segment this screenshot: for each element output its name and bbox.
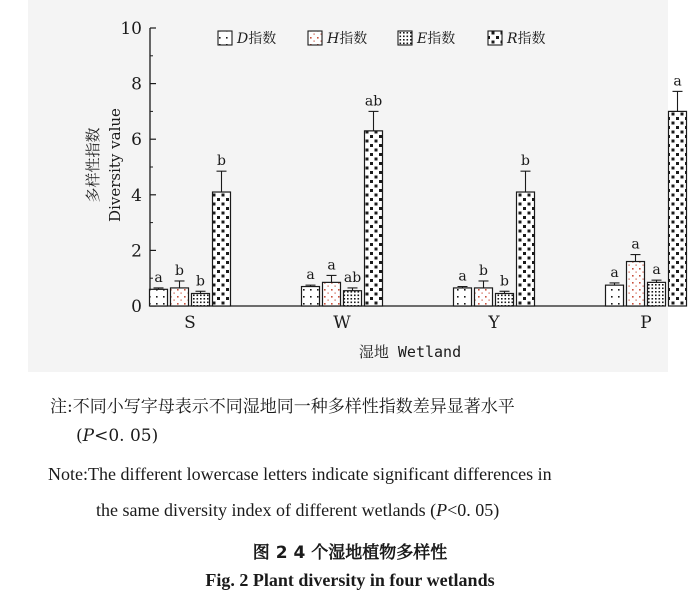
figure-caption-en: Fig. 2 Plant diversity in four wetlands bbox=[205, 570, 495, 590]
bar bbox=[517, 192, 535, 306]
y-tick-label: 8 bbox=[131, 74, 142, 95]
legend-label bbox=[506, 30, 546, 47]
y-tick-label: 0 bbox=[131, 297, 142, 317]
significance-letter: a bbox=[610, 264, 619, 281]
y-tick-label: 10 bbox=[120, 19, 142, 39]
legend-label-suffix: 指数 bbox=[427, 31, 456, 47]
legend-swatch bbox=[488, 31, 502, 45]
bar bbox=[365, 131, 383, 306]
note-en-text: the same diversity index of different wetlands ( bbox=[96, 500, 437, 520]
y-tick-label: 4 bbox=[131, 185, 142, 206]
bar bbox=[171, 288, 189, 306]
significance-letter: b bbox=[500, 273, 509, 290]
bar bbox=[627, 262, 645, 306]
legend-label bbox=[326, 30, 367, 47]
y-axis-label-zh: 多样性指数 bbox=[84, 127, 102, 203]
bar bbox=[454, 288, 472, 306]
significance-letter: b bbox=[196, 273, 205, 290]
significance-letter: b bbox=[175, 262, 184, 279]
legend-swatch bbox=[308, 31, 322, 45]
significance-letter: b bbox=[217, 153, 226, 170]
bar bbox=[150, 289, 168, 306]
y-tick-label: 2 bbox=[131, 241, 142, 262]
note-en-p: P bbox=[436, 500, 448, 520]
x-axis-label: 湿地 Wetland bbox=[358, 343, 462, 361]
significance-letter: a bbox=[673, 73, 682, 90]
note-zh-p: P bbox=[82, 426, 95, 446]
x-tick-label: W bbox=[333, 313, 351, 333]
y-tick-label: 6 bbox=[131, 130, 142, 151]
chart-panel bbox=[28, 0, 682, 372]
bar bbox=[648, 282, 666, 306]
significance-letter: a bbox=[458, 268, 467, 285]
note-zh-line2 bbox=[76, 426, 158, 446]
legend-swatch bbox=[398, 31, 412, 45]
legend-label-suffix: 指数 bbox=[517, 31, 546, 47]
significance-letter: a bbox=[652, 262, 661, 279]
note-zh-threshold: <0. 05) bbox=[94, 426, 159, 446]
significance-letter: a bbox=[327, 257, 336, 274]
legend-swatch bbox=[218, 31, 232, 45]
bar bbox=[344, 291, 362, 306]
note-en-threshold: <0. 05) bbox=[447, 500, 500, 520]
bar bbox=[496, 293, 514, 306]
significance-letter: b bbox=[521, 153, 530, 170]
x-tick-label: S bbox=[184, 313, 196, 333]
significance-letter: b bbox=[479, 262, 488, 279]
bar bbox=[302, 287, 320, 306]
legend-label-letter: R bbox=[507, 31, 518, 47]
legend-label bbox=[236, 30, 276, 47]
significance-letter: a bbox=[306, 267, 315, 284]
bar bbox=[213, 192, 231, 306]
bar bbox=[323, 282, 341, 306]
significance-letter: a bbox=[631, 236, 640, 253]
legend-label-suffix: 指数 bbox=[339, 31, 368, 47]
legend-label-suffix: 指数 bbox=[248, 31, 277, 47]
legend-label-letter: E bbox=[417, 31, 428, 47]
x-tick-label: Y bbox=[488, 313, 500, 333]
x-tick-label: P bbox=[640, 313, 652, 333]
significance-letter: ab bbox=[343, 269, 362, 286]
note-en-line1: Note:The different lowercase letters indicate significant differences in bbox=[48, 464, 552, 484]
note-zh-paren-open: ( bbox=[76, 426, 83, 446]
bar bbox=[192, 293, 210, 306]
figure-caption-zh: 图 2 4 个湿地植物多样性 bbox=[252, 543, 448, 563]
bar bbox=[669, 111, 687, 306]
legend-label-letter: D bbox=[237, 31, 249, 47]
bar bbox=[475, 288, 493, 306]
y-axis-label-en: Diversity value bbox=[106, 108, 124, 222]
legend-label-letter: H bbox=[327, 31, 340, 47]
note-en-line2 bbox=[96, 500, 499, 521]
bar-chart bbox=[28, 0, 682, 372]
legend-label bbox=[416, 30, 455, 47]
note-zh-line1: 注:不同小写字母表示不同湿地同一种多样性指数差异显著水平 bbox=[50, 397, 515, 417]
significance-letter: ab bbox=[364, 93, 383, 110]
bar bbox=[606, 285, 624, 306]
significance-letter: a bbox=[154, 269, 163, 286]
